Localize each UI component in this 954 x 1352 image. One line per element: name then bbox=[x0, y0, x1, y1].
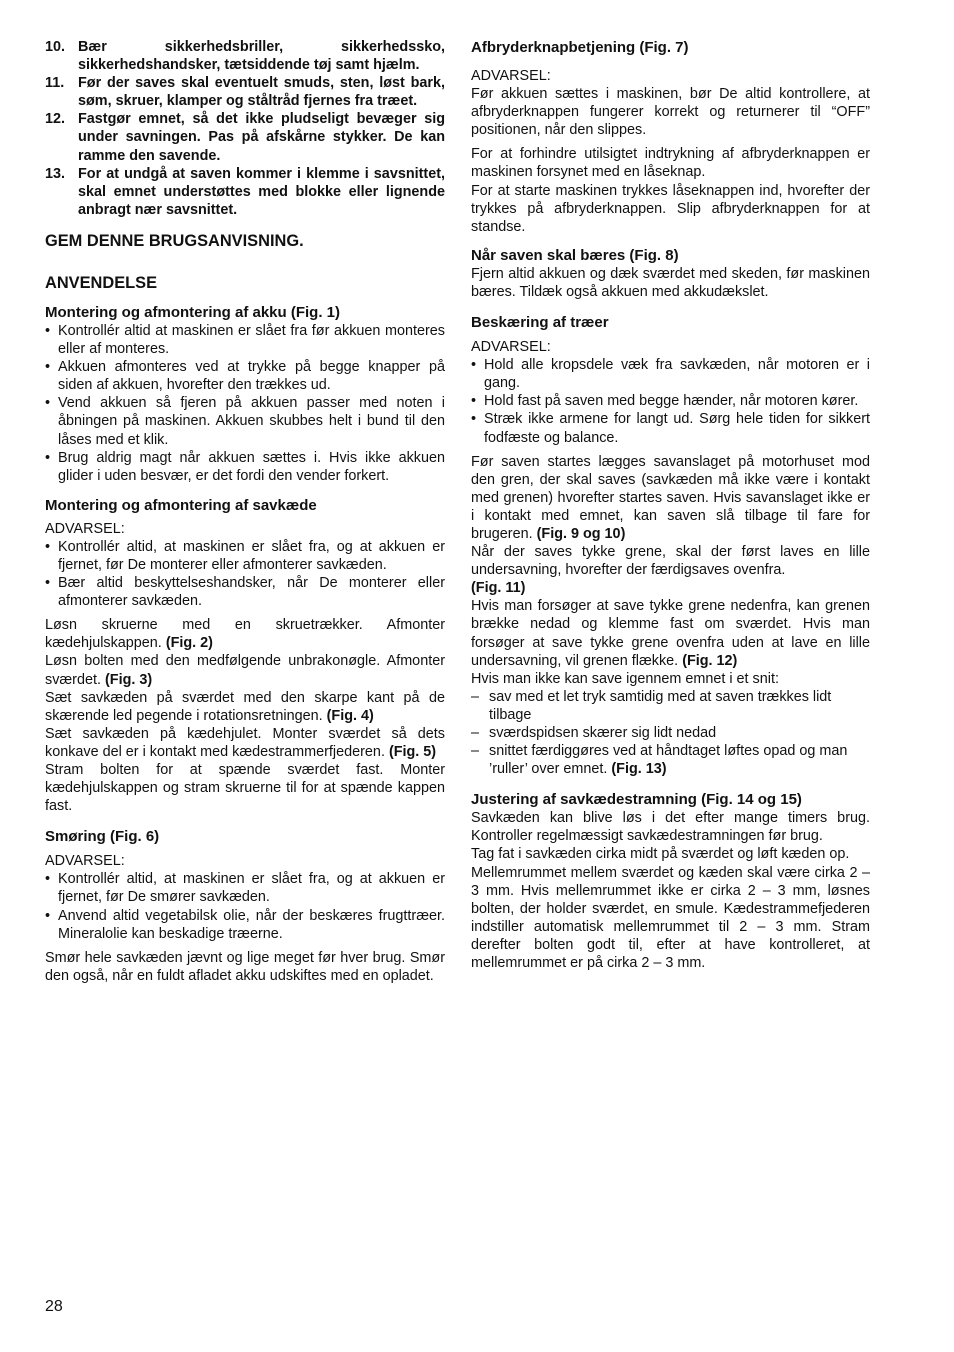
list-item: • Akkuen afmonteres ved at trykke på begge knapper på siden af akkuen, hvorefter den trækkes ud. bbox=[45, 358, 445, 394]
afbryder-paragraph: For at starte maskinen trykkes låseknappen ind, hvorefter der trykkes på afbryderknappen. Slip afbryderknappen for at standse. bbox=[471, 182, 870, 235]
figure-ref: (Fig. 3) bbox=[104, 671, 153, 688]
justering-paragraph: Savkæden kan blive løs i det efter mange timers brug. Kontroller regelmæssigt savkædestramningen før brug. bbox=[471, 810, 870, 845]
savkaede-paragraph bbox=[45, 652, 445, 688]
savkaede-paragraph bbox=[45, 689, 445, 725]
figure-ref: (Fig. 2) bbox=[165, 635, 213, 652]
list-item: – sværdspidsen skærer sig lidt nedad bbox=[471, 724, 870, 742]
warning-label: ADVARSEL: bbox=[45, 853, 125, 870]
list-item: • Stræk ikke armene for langt ud. Sørg hele tiden for sikkert fodfæste og balance. bbox=[471, 410, 870, 446]
page-number: 28 bbox=[45, 1298, 63, 1315]
beskaering-paragraph bbox=[471, 543, 870, 597]
savkaede-paragraph bbox=[45, 725, 445, 761]
save-notice: GEM DENNE BRUGSANVISNING. bbox=[45, 231, 304, 250]
akku-bullet-list bbox=[45, 322, 445, 485]
justering-paragraph: Tag fat i savkæden cirka midt på sværdet og løft kæden op. bbox=[471, 846, 850, 863]
paragraph-text: Sæt savkæden på kædehjulet. Monter sværdet så dets konkave del er i kontakt med kædestrammerfjederen. bbox=[45, 725, 445, 760]
baeres-paragraph: Fjern altid akkuen og dæk sværdet med skeden, før maskinen bæres. Tildæk også akkuen med akkudækslet. bbox=[471, 265, 870, 300]
savkaede-paragraph: Stram bolten for at spænde sværdet fast. Monter kædehjulskappen og stram skruerne til for at spænde kappen fast. bbox=[45, 762, 445, 815]
list-item bbox=[45, 165, 445, 219]
beskaering-bullet-list bbox=[471, 356, 870, 446]
warning-label: ADVARSEL: bbox=[471, 339, 551, 356]
item-text: For at undgå at saven kommer i klemme i savsnittet, skal emnet understøttes med blokke eller lignende anbragt nær savsnittet. bbox=[78, 165, 445, 218]
paragraph-text: Sæt savkæden på sværdet med den skarpe kant på de skærende led pegende i rotationsretningen. bbox=[45, 689, 445, 724]
figure-ref: (Fig. 5) bbox=[388, 743, 437, 760]
smoring-heading: Smøring (Fig. 6) bbox=[45, 828, 160, 846]
section-title: ANVENDELSE bbox=[45, 273, 158, 292]
list-item: – sav med et let tryk samtidig med at saven trækkes lidt tilbage bbox=[471, 688, 870, 724]
smoring-bullet-list bbox=[45, 870, 445, 942]
figure-ref: (Fig. 9 og 10) bbox=[536, 525, 626, 542]
item-number: 13. bbox=[45, 165, 66, 182]
figure-ref: (Fig. 12) bbox=[682, 652, 738, 669]
item-number: 10. bbox=[45, 39, 66, 55]
afbryder-paragraph: For at forhindre utilsigtet indtrykning af afbryderknappen er maskinen forsynet med en låseknap. bbox=[471, 146, 870, 181]
right-column bbox=[471, 38, 870, 972]
paragraph-text: Hvis man forsøger at save tykke grene nedenfra, kan grenen brække nedad og klemme fast om sværdet. Hvis man forsøger at save tykke grene ovenfra uden at lave en lille undersavning, vil grenen flække. bbox=[471, 598, 870, 669]
item-text: Bær sikkerhedsbriller, sikkerhedssko, sikkerhedshandsker, tætsiddende tøj samt hjælm. bbox=[78, 39, 445, 74]
list-item bbox=[45, 74, 445, 110]
figure-ref: (Fig. 11) bbox=[471, 580, 526, 597]
afbryder-heading: Afbryderknapbetjening (Fig. 7) bbox=[471, 39, 689, 56]
item-text: Fastgør emnet, så det ikke pludseligt bevæger sig under savningen. Pas på afskårne stykker. De kan ramme den savende. bbox=[78, 111, 445, 164]
list-item: • Bær altid beskyttelseshandsker, når De monterer eller afmonterer savkæden. bbox=[45, 574, 445, 610]
warning-label: ADVARSEL: bbox=[45, 520, 125, 537]
warning-label: ADVARSEL: bbox=[471, 68, 551, 84]
justering-heading: Justering af savkædestramning (Fig. 14 og 15) bbox=[471, 791, 802, 809]
beskaering-dash-list bbox=[471, 688, 870, 778]
list-item bbox=[45, 110, 445, 164]
beskaering-paragraph bbox=[471, 453, 870, 543]
list-item: • Hold alle kropsdele væk fra savkæden, når motoren er i gang. bbox=[471, 356, 870, 392]
list-item: • Kontrollér altid, at maskinen er slået fra, og at akkuen er fjernet, før De smører savkæden. bbox=[45, 870, 445, 906]
figure-ref: (Fig. 13) bbox=[611, 761, 667, 778]
paragraph-text: Løsn bolten med den medfølgende unbrakonøgle. Afmonter sværdet. bbox=[45, 653, 445, 688]
smoring-paragraph: Smør hele savkæden jævnt og lige meget før hver brug. Smør den også, når en fuldt afladet akku udskiftes med en opladet. bbox=[45, 949, 445, 984]
list-item: • Brug aldrig magt når akkuen sættes i. Hvis ikke akkuen glider i uden besvær, er det fordi den vender forkert. bbox=[45, 449, 445, 485]
list-item: • Vend akkuen så fjeren på akkuen passer med noten i åbningen på maskinen. Akkuen skubbes helt i bund til den låses med et klik. bbox=[45, 394, 445, 448]
beskaering-paragraph: Hvis man ikke kan save igennem emnet i et snit: bbox=[471, 670, 779, 687]
paragraph-text: Før saven startes lægges savanslaget på motorhuset mod den gren, der skal saves (savkæden må ikke være i kontakt med grenen) hvorefter startes saven. Hvis savanslaget ikke er i kontakt med emnet, kan saven slå tilbage til fare for brugeren. bbox=[471, 453, 870, 542]
list-item: • Kontrollér altid, at maskinen er slået fra, og at akkuen er fjernet, før De monterer eller afmonterer savkæden. bbox=[45, 538, 445, 574]
list-item: • Kontrollér altid at maskinen er slået fra før akkuen monteres eller af monteres. bbox=[45, 322, 445, 358]
savkaede-bullet-list bbox=[45, 538, 445, 610]
safety-numbered-list bbox=[45, 38, 445, 219]
akku-heading: Montering og afmontering af akku (Fig. 1) bbox=[45, 303, 341, 321]
item-number: 12. bbox=[45, 111, 66, 128]
afbryder-paragraph: Før akkuen sættes i maskinen, bør De altid kontrollere, at afbryderknappen fungerer korrekt og returnerer til “OFF” positionen, når den slippes. bbox=[471, 86, 870, 139]
list-item bbox=[45, 38, 445, 74]
savkaede-paragraph bbox=[45, 616, 445, 652]
baeres-heading: Når saven skal bæres (Fig. 8) bbox=[471, 246, 679, 264]
list-item: • Hold fast på saven med begge hænder, når motoren kører. bbox=[471, 392, 870, 410]
figure-ref: (Fig. 4) bbox=[326, 707, 374, 724]
list-item bbox=[471, 742, 870, 778]
paragraph-text: Når der saves tykke grene, skal der først laves en lille undersavning, hvorefter der færdigsaves ovenfra. bbox=[471, 544, 870, 579]
item-text: snittet færdiggøres ved at håndtaget løftes opad og man ’ruller’ over emnet. bbox=[489, 743, 848, 778]
justering-paragraph: Mellemrummet mellem sværdet og kæden skal være cirka 2 – 3 mm. Hvis mellemrummet ikke er cirka 2 – 3 mm, løsnes bolten, der holder sværdet, en smule. Kædestrammefjederen indstiller automatisk mellemrummet til 2 – 3 mm. Stram derefter bolten godt til, efter at have kontrolleret, at mellemrummet er på cirka 2 – 3 mm. bbox=[471, 864, 870, 972]
list-item: • Anvend altid vegetabilsk olie, når der beskæres frugttræer. Mineralolie kan beskadige træerne. bbox=[45, 907, 445, 943]
paragraph-text: Løsn skruerne med en skruetrækker. Afmonter kædehjulskappen. bbox=[45, 617, 445, 652]
item-text: Før der saves skal eventuelt smuds, sten, løst bark, søm, skruer, klamper og ståltråd fjernes fra træet. bbox=[78, 75, 445, 110]
beskaering-heading: Beskæring af træer bbox=[471, 314, 609, 332]
savkaede-heading: Montering og afmontering af savkæde bbox=[45, 496, 317, 514]
item-number: 11. bbox=[45, 75, 65, 92]
left-column bbox=[45, 38, 445, 985]
beskaering-paragraph bbox=[471, 597, 870, 669]
